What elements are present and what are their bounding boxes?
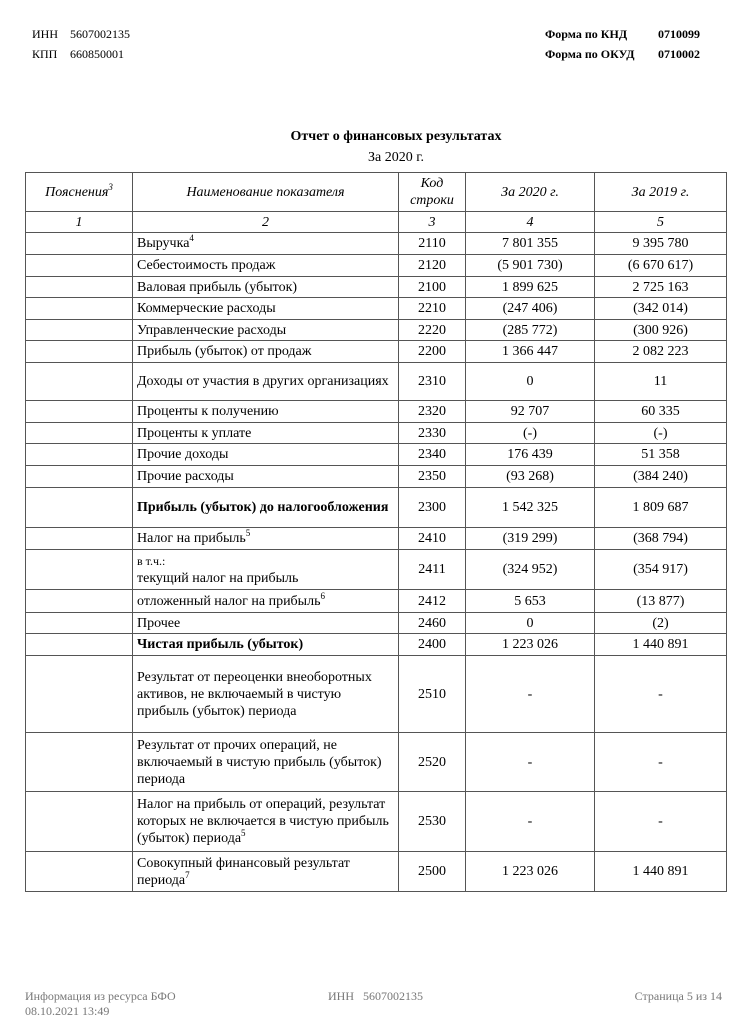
inn-label: ИНН [32,27,58,41]
value-current-year: 92 707 [466,401,595,423]
header-notes: Пояснения$^3$ [26,173,133,212]
value-current-year: 1 223 026 [466,634,595,656]
table-row [26,488,727,528]
value-previous-year: 1 809 687 [595,488,727,528]
col-number: 3 [399,212,466,233]
table-row [26,613,727,634]
line-code: 2330 [399,423,466,444]
line-code: 2120 [399,255,466,277]
footnote-ref: 5 [245,528,251,538]
indicator-label: текущий налог на прибыль [137,570,299,586]
notes-cell [26,277,133,298]
table-row [26,363,727,401]
indicator-name [133,255,399,277]
value-previous-year: (368 794) [595,528,727,550]
value-previous-year: 1 440 891 [595,852,727,892]
line-code: 2410 [399,528,466,550]
table-row [26,852,727,892]
table-row [26,634,727,656]
value-current-year: 1 899 625 [466,277,595,298]
indicator-name [133,634,399,656]
indicator-label: Чистая прибыль (убыток) [137,637,304,652]
footer-left [25,989,176,1019]
value-previous-year: (342 014) [595,298,727,320]
notes-cell [26,233,133,255]
okud-line [545,47,700,67]
indicator-name [133,792,399,852]
value-current-year: 176 439 [466,444,595,466]
value-current-year: (285 772) [466,320,595,341]
value-previous-year: (300 926) [595,320,727,341]
notes-cell [26,792,133,852]
table-row [26,401,727,423]
header-name: Наименование показателя [133,173,399,212]
value-current-year: 1 223 026 [466,852,595,892]
report-period: За 2020 г. [368,150,424,165]
line-code: 2320 [399,401,466,423]
line-code: 2530 [399,792,466,852]
notes-cell [26,320,133,341]
indicator-name [133,488,399,528]
value-previous-year: (6 670 617) [595,255,727,277]
indicator-name [133,550,399,590]
table-header-row [26,173,727,212]
value-previous-year: (384 240) [595,466,727,488]
value-previous-year: - [595,733,727,792]
indicator-label: отложенный налог на прибыль [137,593,321,609]
okud-label: Форма по ОКУД [545,47,635,61]
column-numbers-row [26,212,727,233]
value-current-year: (-) [466,423,595,444]
table-row [26,320,727,341]
col-number: 1 [26,212,133,233]
value-current-year: 1 366 447 [466,341,595,363]
line-code: 2520 [399,733,466,792]
footer-datetime: 08.10.2021 13:49 [25,1004,110,1018]
inn-line [32,27,130,47]
footer-source: Информация из ресурса БФО [25,989,176,1003]
notes-cell [26,550,133,590]
line-code: 2220 [399,320,466,341]
footnote-ref: 5 [241,828,246,838]
value-previous-year: - [595,656,727,733]
line-code: 2400 [399,634,466,656]
kpp-value: 660850001 [70,47,124,61]
line-code: 2411 [399,550,466,590]
value-previous-year: (13 877) [595,590,727,613]
report-title: Отчет о финансовых результатах [290,129,502,144]
indicator-label: Проценты к уплате [137,425,252,441]
indicator-name [133,613,399,634]
table-row [26,423,727,444]
kpp-line [32,47,130,67]
indicator-label: Прибыль (убыток) до налогообложения [137,500,389,515]
value-previous-year: - [595,792,727,852]
value-current-year: 0 [466,363,595,401]
indicator-name [133,590,399,613]
indicator-label: Валовая прибыль (убыток) [137,279,298,295]
value-current-year: 7 801 355 [466,233,595,255]
indicator-label: Совокупный финансовый результат периода [137,855,350,888]
value-previous-year: 51 358 [595,444,727,466]
indicator-label: Результат от прочих операций, не включаемый в чистую прибыль (убыток) периода [137,737,382,787]
indicator-label: Выручка [137,236,190,251]
value-previous-year: 11 [595,363,727,401]
footer-inn [328,989,423,1004]
value-current-year: - [466,656,595,733]
line-code: 2350 [399,466,466,488]
notes-cell [26,466,133,488]
indicator-label: Коммерческие расходы [137,301,276,316]
footer-inn-value: 5607002135 [363,989,423,1003]
footnote-ref: 7 [185,869,190,880]
table-row [26,656,727,733]
col-number: 4 [466,212,595,233]
table-row [26,792,727,852]
line-code: 2510 [399,656,466,733]
line-code: 2412 [399,590,466,613]
knd-value: 0710099 [658,27,700,41]
indicator-name [133,363,399,401]
footer-inn-label: ИНН [328,989,354,1003]
indicator-name [133,277,399,298]
indicator-name [133,341,399,363]
footnote-ref: 4 [189,233,194,243]
value-current-year: - [466,792,595,852]
indicator-name [133,528,399,550]
header-current-year: За 2020 г. [466,173,595,212]
notes-cell [26,852,133,892]
value-current-year: (5 901 730) [466,255,595,277]
table-row [26,466,727,488]
line-code: 2100 [399,277,466,298]
header-right [545,27,700,67]
indicator-name [133,656,399,733]
footer-page: Страница 5 из 14 [634,989,722,1003]
value-current-year: (319 299) [466,528,595,550]
knd-label: Форма по КНД [545,27,628,41]
indicator-label: Налог на прибыль от операций, результат которых не включается в чистую прибыль (убыток) периода [137,797,389,846]
line-code: 2310 [399,363,466,401]
indicator-name [133,733,399,792]
table-row [26,528,727,550]
indicator-label: Доходы от участия в других организациях [137,374,389,389]
indicator-label: Прочее [137,615,181,631]
indicator-label: Прочие доходы [137,447,229,462]
value-previous-year: 60 335 [595,401,727,423]
value-previous-year: 2 725 163 [595,277,727,298]
knd-line [545,27,700,47]
value-current-year: - [466,733,595,792]
indicator-label: Налог на прибыль [137,531,246,546]
line-code: 2300 [399,488,466,528]
value-current-year: (93 268) [466,466,595,488]
indicator-name [133,298,399,320]
notes-cell [26,634,133,656]
line-code: 2340 [399,444,466,466]
value-previous-year: 2 082 223 [595,341,727,363]
indicator-label: Проценты к получению [137,404,279,419]
indicator-name [133,466,399,488]
table-row [26,550,727,590]
notes-cell [26,341,133,363]
notes-cell [26,590,133,613]
notes-cell [26,656,133,733]
indicator-name [133,233,399,255]
line-code: 2210 [399,298,466,320]
value-current-year: 0 [466,613,595,634]
indicator-label: Результат от переоценки внеоборотных активов, не включаемый в чистую прибыль (убыток) периода [137,669,372,719]
table-row [26,277,727,298]
header-code: Код строки [399,173,466,212]
line-code: 2460 [399,613,466,634]
indicator-name [133,401,399,423]
inn-value: 5607002135 [70,27,130,41]
notes-cell [26,444,133,466]
kpp-label: КПП [32,47,58,61]
notes-cell [26,528,133,550]
line-code: 2200 [399,341,466,363]
header-previous-year: За 2019 г. [595,173,727,212]
notes-cell [26,733,133,792]
table-row [26,255,727,277]
indicator-label: Прибыль (убыток) от продаж [137,344,312,359]
value-previous-year: 1 440 891 [595,634,727,656]
indicator-label: Прочие расходы [137,469,234,484]
notes-cell [26,255,133,277]
indicator-name [133,320,399,341]
table-row [26,444,727,466]
notes-cell [26,298,133,320]
value-previous-year: (2) [595,613,727,634]
value-current-year: 1 542 325 [466,488,595,528]
value-previous-year: (354 917) [595,550,727,590]
col-number: 2 [133,212,399,233]
notes-cell [26,613,133,634]
value-current-year: 5 653 [466,590,595,613]
notes-cell [26,423,133,444]
header-left [32,27,130,67]
col-number: 5 [595,212,727,233]
table-row [26,341,727,363]
notes-cell [26,488,133,528]
value-current-year: (324 952) [466,550,595,590]
table-row [26,233,727,255]
footnote-ref: 6 [320,590,325,601]
notes-cell [26,401,133,423]
notes-cell [26,363,133,401]
financial-results-table [25,172,727,892]
indicator-label: Управленческие расходы [137,322,287,338]
indicator-prefix: в т.ч.: [137,553,166,568]
value-previous-year: (-) [595,423,727,444]
table-row [26,590,727,613]
indicator-label: Себестоимость продаж [137,258,276,273]
okud-value: 0710002 [658,47,700,61]
table-row [26,298,727,320]
table-row [26,733,727,792]
indicator-name [133,852,399,892]
value-current-year: (247 406) [466,298,595,320]
line-code: 2500 [399,852,466,892]
indicator-name [133,444,399,466]
indicator-name [133,423,399,444]
value-previous-year: 9 395 780 [595,233,727,255]
line-code: 2110 [399,233,466,255]
